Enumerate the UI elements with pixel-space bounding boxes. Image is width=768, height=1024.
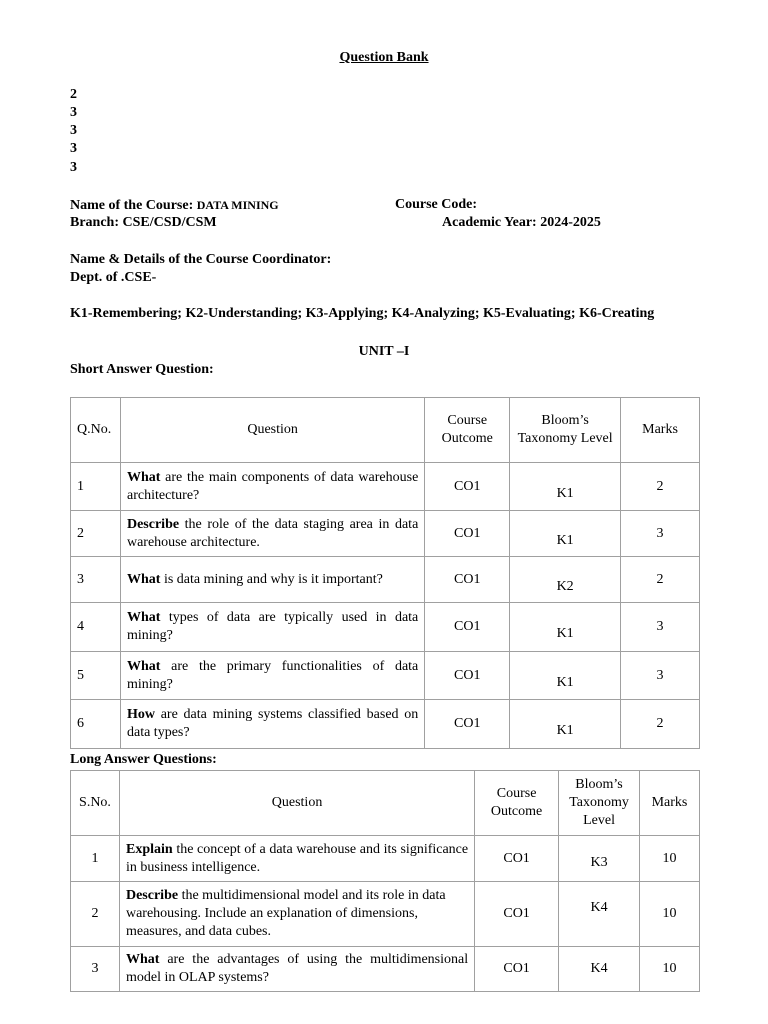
row-number: 2 — [71, 882, 120, 947]
row-number: 3 — [71, 947, 120, 992]
marks: 3 — [621, 603, 700, 652]
number-line: 3 — [70, 123, 77, 138]
marks: 10 — [640, 882, 700, 947]
row-number: 5 — [71, 652, 121, 700]
department: Dept. of .CSE- — [70, 270, 157, 285]
marks: 2 — [621, 557, 700, 603]
unit-title: UNIT –I — [358, 344, 410, 359]
row-number: 2 — [71, 511, 121, 557]
question-cell — [119, 882, 474, 947]
marks: 3 — [621, 652, 700, 700]
blooms-level: K2 — [510, 557, 621, 603]
course-outcome: CO1 — [475, 947, 559, 992]
header-marks: Marks — [621, 398, 700, 463]
table-row — [71, 700, 700, 749]
table-header-row — [71, 398, 700, 463]
row-number: 3 — [71, 557, 121, 603]
question-cell — [119, 947, 474, 992]
number-line: 3 — [70, 160, 77, 175]
row-number: 1 — [71, 836, 120, 882]
table-row — [71, 603, 700, 652]
blooms-level: K3 — [559, 836, 640, 882]
short-answer-table — [70, 397, 700, 749]
question-verb: What — [126, 571, 161, 587]
header-course-outcome: Course Outcome — [475, 771, 559, 836]
course-value: DATA MINING — [196, 198, 279, 212]
table-row — [71, 557, 700, 603]
header-blooms-level: Bloom’s Taxonomy Level — [559, 771, 640, 836]
course-label: Name of the Course: — [70, 198, 197, 213]
page-title: Question Bank — [339, 50, 429, 65]
question-text: the multidimensional model and its role in data warehousing. Include an explanation of dimensions, measures, and data cubes. — [125, 888, 446, 939]
course-outcome: CO1 — [425, 511, 510, 557]
blooms-level: K4 — [559, 882, 640, 947]
marks: 10 — [640, 947, 700, 992]
course-outcome: CO1 — [425, 652, 510, 700]
question-cell — [120, 463, 424, 511]
header-qno: Q.No. — [71, 398, 121, 463]
academic-year: Academic Year: 2024-2025 — [442, 215, 601, 230]
long-answer-table — [70, 770, 700, 992]
row-number: 6 — [71, 700, 121, 749]
question-text: are the primary functionalities of data mining? — [126, 658, 419, 692]
header-question: Question — [119, 771, 474, 836]
question-text: are data mining systems classified based on data types? — [126, 707, 419, 740]
question-verb: What — [126, 610, 161, 625]
table-row — [71, 836, 700, 882]
table-row — [71, 463, 700, 511]
question-cell — [120, 603, 424, 652]
question-cell — [120, 700, 424, 749]
question-verb: How — [126, 707, 155, 722]
header-marks: Marks — [640, 771, 700, 836]
question-text: is data mining and why is it important? — [160, 571, 383, 587]
question-cell — [120, 557, 424, 603]
course-outcome: CO1 — [425, 557, 510, 603]
question-verb: What — [126, 469, 161, 485]
branch: Branch: CSE/CSD/CSM — [70, 215, 217, 230]
question-text: are the advantages of using the multidimensional model in OLAP systems? — [125, 952, 469, 985]
blooms-level: K1 — [510, 511, 621, 557]
table-row — [71, 947, 700, 992]
question-verb: Describe — [126, 516, 180, 532]
header-question: Question — [120, 398, 424, 463]
course-outcome: CO1 — [425, 463, 510, 511]
question-text: the role of the data staging area in data warehouse architecture. — [126, 516, 419, 550]
question-text: types of data are typically used in data mining? — [126, 610, 419, 643]
question-cell — [119, 836, 474, 882]
course-coordinator: Name & Details of the Course Coordinator: — [70, 252, 332, 267]
row-number: 4 — [71, 603, 121, 652]
blooms-level: K1 — [510, 463, 621, 511]
row-number: 1 — [71, 463, 121, 511]
course-code: Course Code: — [395, 197, 478, 212]
course-name — [70, 196, 279, 215]
table-row — [71, 511, 700, 557]
table-row — [71, 652, 700, 700]
course-outcome: CO1 — [475, 882, 559, 947]
marks: 10 — [640, 836, 700, 882]
header-sno: S.No. — [71, 771, 120, 836]
number-line: 2 — [70, 87, 77, 102]
course-outcome: CO1 — [475, 836, 559, 882]
question-verb: Describe — [125, 888, 179, 903]
blooms-level: K1 — [510, 700, 621, 749]
course-outcome: CO1 — [425, 700, 510, 749]
marks: 2 — [621, 463, 700, 511]
question-verb: What — [126, 658, 161, 674]
question-text: are the main components of data warehouse architecture? — [126, 469, 419, 503]
table-row — [71, 882, 700, 947]
short-answer-heading: Short Answer Question: — [70, 362, 214, 377]
question-cell — [120, 652, 424, 700]
blooms-level: K1 — [510, 652, 621, 700]
question-cell — [120, 511, 424, 557]
table-header-row — [71, 771, 700, 836]
question-text: the concept of a data warehouse and its significance in business intelligence. — [125, 841, 469, 875]
long-answer-heading: Long Answer Questions: — [70, 752, 217, 767]
blooms-level: K4 — [559, 947, 640, 992]
number-line: 3 — [70, 105, 77, 120]
course-outcome: CO1 — [425, 603, 510, 652]
knowledge-levels: K1-Remembering; K2-Understanding; K3-Applying; K4-Analyzing; K5-Evaluating; K6-Creating — [70, 306, 655, 321]
marks: 3 — [621, 511, 700, 557]
header-blooms-level: Bloom’s Taxonomy Level — [510, 398, 621, 463]
number-line: 3 — [70, 141, 77, 156]
header-course-outcome: Course Outcome — [425, 398, 510, 463]
blooms-level: K1 — [510, 603, 621, 652]
question-verb: What — [125, 952, 160, 967]
question-verb: Explain — [125, 841, 173, 857]
marks: 2 — [621, 700, 700, 749]
